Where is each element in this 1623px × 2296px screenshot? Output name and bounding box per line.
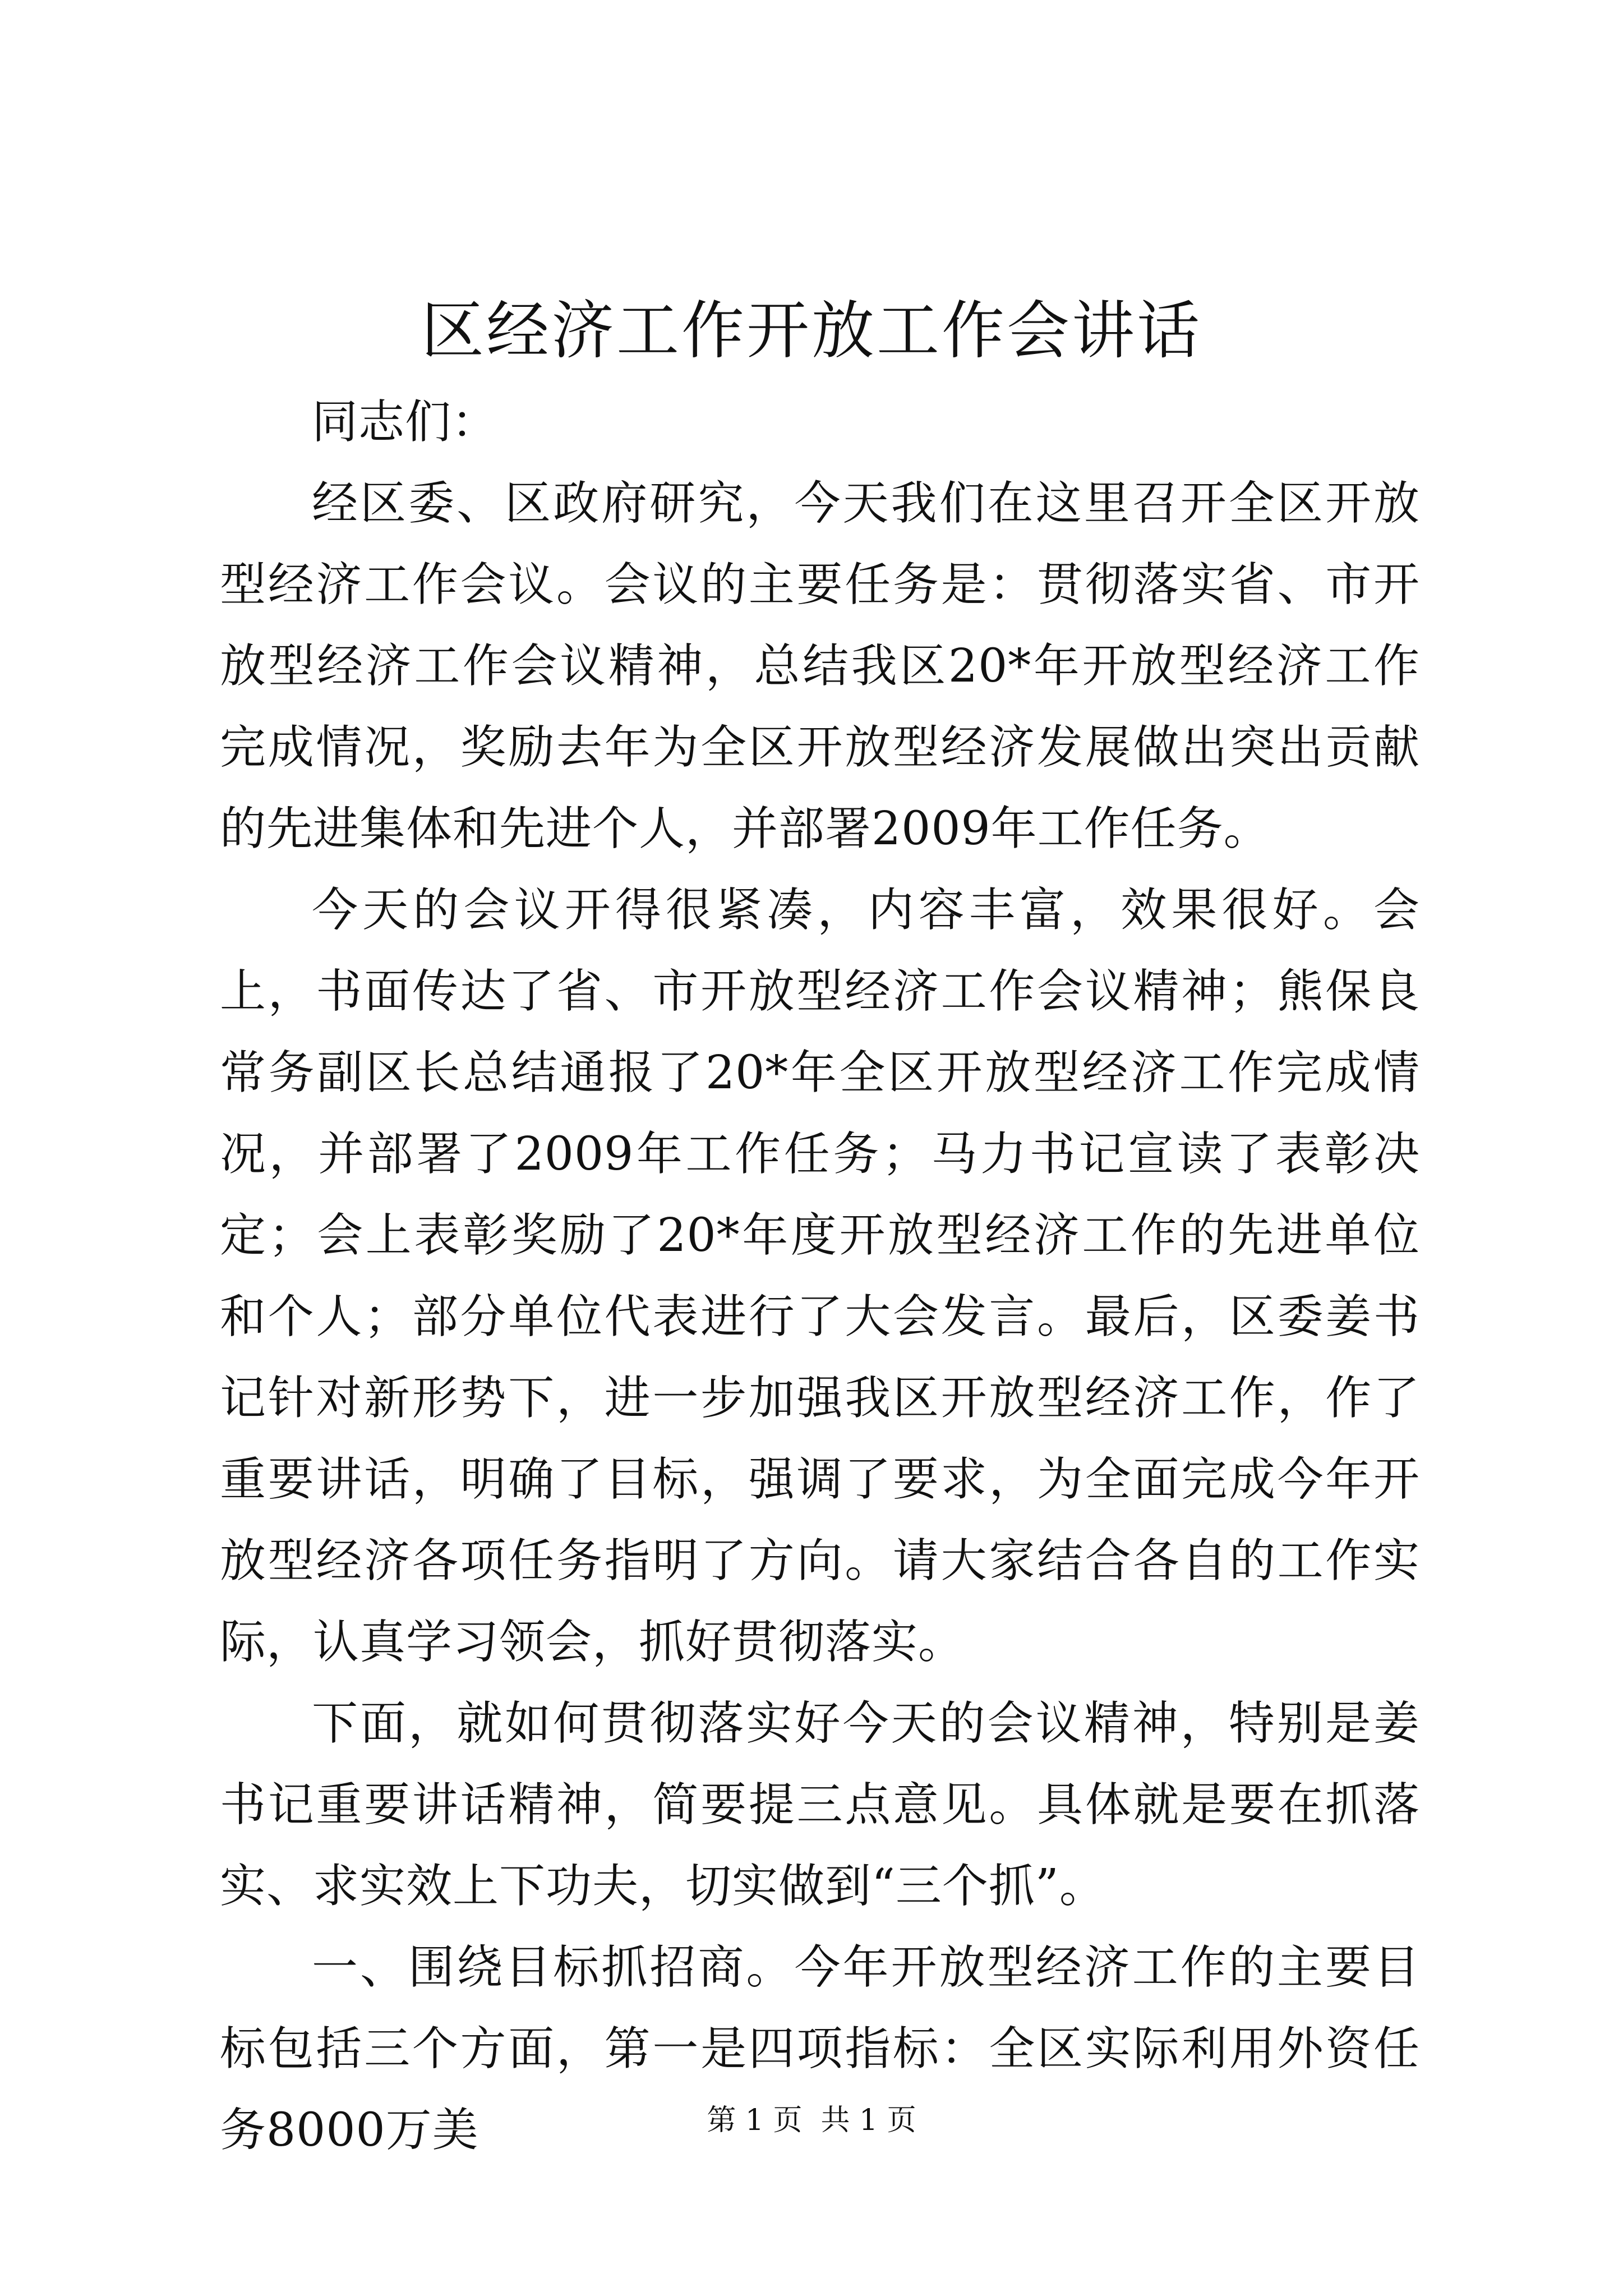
paragraph-three-points: 下面，就如何贯彻落实好今天的会议精神，特别是姜书记重要讲话精神，简要提三点意见。具体就是要在抓落实、求实效上下功夫，切实做到“三个抓”。 — [220, 1697, 1420, 1913]
paragraph-point-one: 一、围绕目标抓招商。今年开放型经济工作的主要目标包括三个方面，第一是四项指标：全区实际利用外资任务8000万美 — [220, 1941, 1420, 2157]
paragraph-intro: 经区委、区政府研究，今天我们在这里召开全区开放型经济工作会议。会议的主要任务是：贯彻落实省、市开放型经济工作会议精神，总结我区20*年开放型经济工作完成情况，奖励去年为全区开放型经济发展做出突出贡献的先进集体和先进个人，并部署2009年工作任务。 — [220, 477, 1420, 855]
salutation: 同志们： — [312, 395, 499, 449]
document-body — [220, 381, 1420, 2171]
page-footer — [0, 2101, 1623, 2140]
paragraph-meeting-summary: 今天的会议开得很紧凑，内容丰富，效果很好。会上，书面传达了省、市开放型经济工作会议精神；熊保良常务副区长总结通报了20*年全区开放型经济工作完成情况，并部署了2009年工作任务；马力书记宣读了表彰决定；会上表彰奖励了20*年度开放型经济工作的先进单位和个人；部分单位代表进行了大会发言。最后，区委姜书记针对新形势下，进一步加强我区开放型经济工作，作了重要讲话，明确了目标，强调了要求，为全面完成今年开放型经济各项任务指明了方向。请大家结合各自的工作实际，认真学习领会，抓好贯彻落实。 — [220, 884, 1420, 1669]
page-number: 第 1 页 共 1 页 — [707, 2104, 916, 2137]
document-title: 区经济工作开放工作会讲话 — [421, 295, 1202, 367]
